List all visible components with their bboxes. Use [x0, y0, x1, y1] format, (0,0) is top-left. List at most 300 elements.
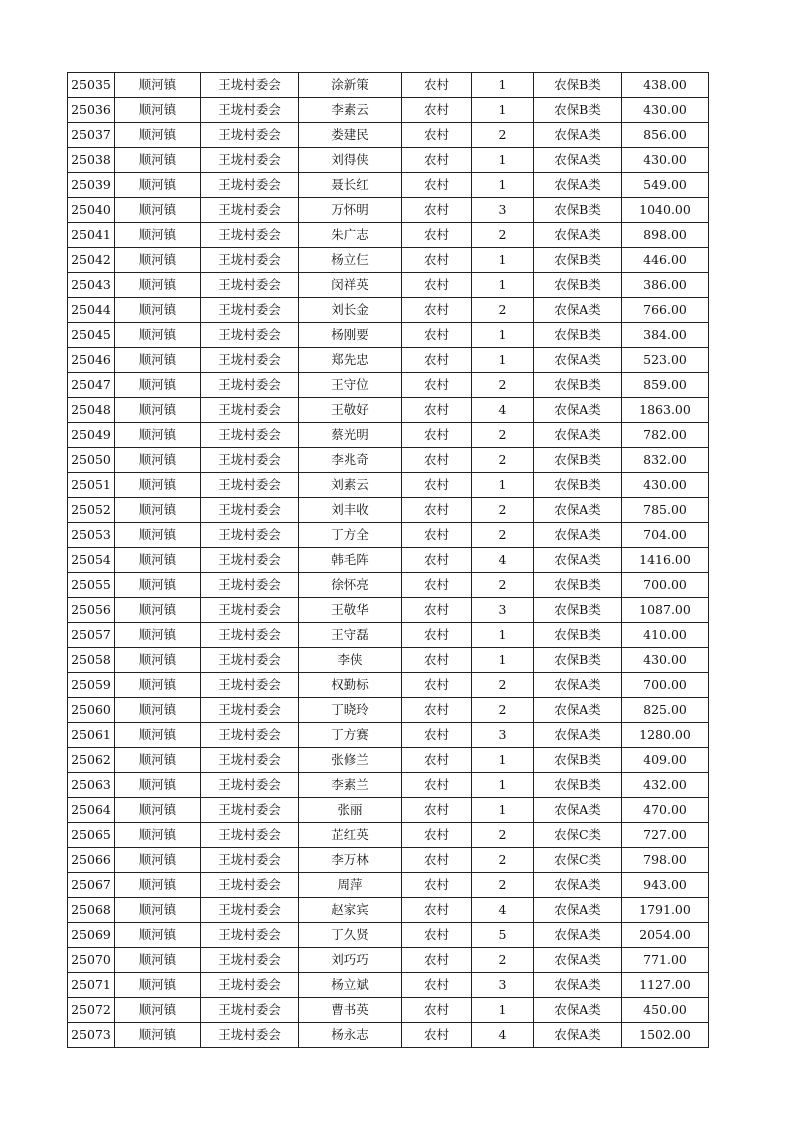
- cell-village: 王垅村委会: [201, 598, 299, 623]
- cell-area: 农村: [402, 73, 472, 98]
- table-row: [68, 498, 709, 523]
- cell-village: 王垅村委会: [201, 348, 299, 373]
- cell-category: 农保A类: [534, 798, 622, 823]
- cell-category: 农保A类: [534, 998, 622, 1023]
- cell-area: 农村: [402, 1023, 472, 1048]
- cell-name: 娄建民: [299, 123, 402, 148]
- cell-village: 王垅村委会: [201, 223, 299, 248]
- table-row: [68, 448, 709, 473]
- cell-town: 顺河镇: [115, 98, 201, 123]
- cell-count: 4: [472, 898, 534, 923]
- cell-id: 25036: [68, 98, 115, 123]
- cell-id: 25049: [68, 423, 115, 448]
- cell-area: 农村: [402, 573, 472, 598]
- cell-count: 5: [472, 923, 534, 948]
- cell-name: 刘长金: [299, 298, 402, 323]
- cell-category: 农保A类: [534, 148, 622, 173]
- cell-count: 1: [472, 998, 534, 1023]
- cell-category: 农保A类: [534, 898, 622, 923]
- cell-name: 杨立仨: [299, 248, 402, 273]
- cell-id: 25070: [68, 948, 115, 973]
- cell-town: 顺河镇: [115, 773, 201, 798]
- table-row: [68, 548, 709, 573]
- cell-name: 闵祥英: [299, 273, 402, 298]
- table-row: [68, 473, 709, 498]
- cell-area: 农村: [402, 623, 472, 648]
- cell-town: 顺河镇: [115, 423, 201, 448]
- table-row: [68, 323, 709, 348]
- cell-category: 农保A类: [534, 223, 622, 248]
- cell-amount: 409.00: [622, 748, 709, 773]
- cell-village: 王垅村委会: [201, 523, 299, 548]
- cell-count: 2: [472, 948, 534, 973]
- cell-name: 权勤标: [299, 673, 402, 698]
- cell-name: 韩毛阵: [299, 548, 402, 573]
- table-row: [68, 998, 709, 1023]
- cell-category: 农保A类: [534, 873, 622, 898]
- cell-name: 王守位: [299, 373, 402, 398]
- cell-town: 顺河镇: [115, 498, 201, 523]
- cell-count: 2: [472, 448, 534, 473]
- cell-category: 农保B类: [534, 448, 622, 473]
- cell-amount: 704.00: [622, 523, 709, 548]
- cell-village: 王垅村委会: [201, 698, 299, 723]
- table-row: [68, 523, 709, 548]
- cell-village: 王垅村委会: [201, 998, 299, 1023]
- table-row: [68, 848, 709, 873]
- cell-village: 王垅村委会: [201, 898, 299, 923]
- cell-village: 王垅村委会: [201, 1023, 299, 1048]
- cell-amount: 825.00: [622, 698, 709, 723]
- cell-town: 顺河镇: [115, 598, 201, 623]
- cell-village: 王垅村委会: [201, 473, 299, 498]
- cell-area: 农村: [402, 198, 472, 223]
- cell-id: 25062: [68, 748, 115, 773]
- cell-id: 25047: [68, 373, 115, 398]
- table-row: [68, 948, 709, 973]
- cell-name: 周萍: [299, 873, 402, 898]
- cell-area: 农村: [402, 98, 472, 123]
- cell-count: 1: [472, 248, 534, 273]
- cell-count: 1: [472, 773, 534, 798]
- table-row: [68, 198, 709, 223]
- cell-village: 王垅村委会: [201, 273, 299, 298]
- table-row: [68, 723, 709, 748]
- cell-category: 农保A类: [534, 973, 622, 998]
- cell-village: 王垅村委会: [201, 548, 299, 573]
- table-row: [68, 373, 709, 398]
- cell-amount: 785.00: [622, 498, 709, 523]
- cell-town: 顺河镇: [115, 473, 201, 498]
- cell-amount: 430.00: [622, 473, 709, 498]
- cell-amount: 856.00: [622, 123, 709, 148]
- cell-name: 刘得侠: [299, 148, 402, 173]
- cell-amount: 700.00: [622, 673, 709, 698]
- cell-town: 顺河镇: [115, 123, 201, 148]
- cell-town: 顺河镇: [115, 273, 201, 298]
- cell-count: 3: [472, 723, 534, 748]
- cell-town: 顺河镇: [115, 198, 201, 223]
- cell-name: 王敬华: [299, 598, 402, 623]
- cell-name: 刘巧巧: [299, 948, 402, 973]
- table-row: [68, 148, 709, 173]
- cell-amount: 898.00: [622, 223, 709, 248]
- table-row: [68, 73, 709, 98]
- cell-town: 顺河镇: [115, 823, 201, 848]
- cell-category: 农保B类: [534, 473, 622, 498]
- cell-amount: 430.00: [622, 98, 709, 123]
- cell-town: 顺河镇: [115, 623, 201, 648]
- cell-area: 农村: [402, 848, 472, 873]
- cell-village: 王垅村委会: [201, 573, 299, 598]
- table-row: [68, 223, 709, 248]
- table-row: [68, 348, 709, 373]
- cell-area: 农村: [402, 373, 472, 398]
- table-row: [68, 398, 709, 423]
- cell-town: 顺河镇: [115, 348, 201, 373]
- cell-count: 1: [472, 473, 534, 498]
- cell-id: 25067: [68, 873, 115, 898]
- table-body: [68, 73, 709, 1048]
- cell-area: 农村: [402, 823, 472, 848]
- cell-area: 农村: [402, 948, 472, 973]
- table-row: [68, 248, 709, 273]
- cell-amount: 771.00: [622, 948, 709, 973]
- cell-village: 王垅村委会: [201, 148, 299, 173]
- cell-village: 王垅村委会: [201, 673, 299, 698]
- cell-area: 农村: [402, 698, 472, 723]
- table-row: [68, 598, 709, 623]
- cell-name: 曹书英: [299, 998, 402, 1023]
- beneficiary-table: [67, 72, 709, 1048]
- cell-area: 农村: [402, 398, 472, 423]
- cell-town: 顺河镇: [115, 148, 201, 173]
- cell-count: 2: [472, 573, 534, 598]
- cell-category: 农保A类: [534, 123, 622, 148]
- cell-area: 农村: [402, 248, 472, 273]
- cell-town: 顺河镇: [115, 248, 201, 273]
- cell-name: 李万林: [299, 848, 402, 873]
- cell-area: 农村: [402, 173, 472, 198]
- table-row: [68, 1023, 709, 1048]
- cell-name: 李侠: [299, 648, 402, 673]
- cell-category: 农保B类: [534, 323, 622, 348]
- cell-category: 农保C类: [534, 823, 622, 848]
- cell-village: 王垅村委会: [201, 398, 299, 423]
- cell-town: 顺河镇: [115, 373, 201, 398]
- table-row: [68, 823, 709, 848]
- cell-town: 顺河镇: [115, 73, 201, 98]
- cell-area: 农村: [402, 498, 472, 523]
- cell-amount: 859.00: [622, 373, 709, 398]
- cell-category: 农保A类: [534, 523, 622, 548]
- cell-name: 张修兰: [299, 748, 402, 773]
- cell-count: 3: [472, 198, 534, 223]
- cell-town: 顺河镇: [115, 548, 201, 573]
- cell-id: 25064: [68, 798, 115, 823]
- cell-category: 农保A类: [534, 348, 622, 373]
- cell-name: 杨立斌: [299, 973, 402, 998]
- cell-village: 王垅村委会: [201, 248, 299, 273]
- cell-category: 农保B类: [534, 648, 622, 673]
- cell-category: 农保A类: [534, 948, 622, 973]
- cell-name: 王守磊: [299, 623, 402, 648]
- cell-area: 农村: [402, 448, 472, 473]
- cell-name: 聂长红: [299, 173, 402, 198]
- cell-name: 刘丰收: [299, 498, 402, 523]
- cell-name: 杨刚要: [299, 323, 402, 348]
- table-row: [68, 173, 709, 198]
- cell-amount: 410.00: [622, 623, 709, 648]
- cell-area: 农村: [402, 323, 472, 348]
- cell-category: 农保A类: [534, 698, 622, 723]
- cell-count: 2: [472, 373, 534, 398]
- cell-village: 王垅村委会: [201, 723, 299, 748]
- cell-category: 农保A类: [534, 673, 622, 698]
- cell-id: 25037: [68, 123, 115, 148]
- cell-amount: 2054.00: [622, 923, 709, 948]
- cell-id: 25053: [68, 523, 115, 548]
- cell-town: 顺河镇: [115, 173, 201, 198]
- table-row: [68, 873, 709, 898]
- cell-area: 农村: [402, 123, 472, 148]
- cell-category: 农保B类: [534, 748, 622, 773]
- cell-town: 顺河镇: [115, 998, 201, 1023]
- cell-amount: 943.00: [622, 873, 709, 898]
- cell-village: 王垅村委会: [201, 173, 299, 198]
- cell-name: 郑先忠: [299, 348, 402, 373]
- cell-id: 25038: [68, 148, 115, 173]
- cell-count: 2: [472, 698, 534, 723]
- cell-name: 王敬好: [299, 398, 402, 423]
- cell-amount: 700.00: [622, 573, 709, 598]
- cell-area: 农村: [402, 423, 472, 448]
- cell-count: 1: [472, 348, 534, 373]
- cell-name: 涂新策: [299, 73, 402, 98]
- cell-town: 顺河镇: [115, 723, 201, 748]
- cell-count: 2: [472, 823, 534, 848]
- cell-count: 1: [472, 148, 534, 173]
- cell-area: 农村: [402, 673, 472, 698]
- cell-name: 芷红英: [299, 823, 402, 848]
- cell-category: 农保B类: [534, 273, 622, 298]
- cell-count: 1: [472, 98, 534, 123]
- cell-area: 农村: [402, 348, 472, 373]
- table-row: [68, 673, 709, 698]
- cell-category: 农保A类: [534, 423, 622, 448]
- cell-village: 王垅村委会: [201, 198, 299, 223]
- cell-area: 农村: [402, 873, 472, 898]
- cell-id: 25048: [68, 398, 115, 423]
- cell-count: 1: [472, 273, 534, 298]
- cell-id: 25071: [68, 973, 115, 998]
- cell-village: 王垅村委会: [201, 298, 299, 323]
- cell-town: 顺河镇: [115, 448, 201, 473]
- cell-count: 3: [472, 973, 534, 998]
- cell-amount: 1280.00: [622, 723, 709, 748]
- cell-id: 25065: [68, 823, 115, 848]
- cell-village: 王垅村委会: [201, 498, 299, 523]
- cell-name: 丁晓玲: [299, 698, 402, 723]
- cell-category: 农保B类: [534, 773, 622, 798]
- cell-amount: 430.00: [622, 648, 709, 673]
- cell-category: 农保B类: [534, 98, 622, 123]
- cell-village: 王垅村委会: [201, 623, 299, 648]
- cell-name: 徐怀亮: [299, 573, 402, 598]
- cell-village: 王垅村委会: [201, 648, 299, 673]
- table-row: [68, 773, 709, 798]
- cell-area: 农村: [402, 923, 472, 948]
- cell-count: 2: [472, 498, 534, 523]
- cell-village: 王垅村委会: [201, 448, 299, 473]
- cell-name: 赵家宾: [299, 898, 402, 923]
- cell-count: 1: [472, 623, 534, 648]
- cell-id: 25050: [68, 448, 115, 473]
- cell-amount: 470.00: [622, 798, 709, 823]
- cell-id: 25039: [68, 173, 115, 198]
- cell-town: 顺河镇: [115, 573, 201, 598]
- cell-id: 25060: [68, 698, 115, 723]
- cell-count: 1: [472, 173, 534, 198]
- cell-area: 农村: [402, 598, 472, 623]
- cell-amount: 1863.00: [622, 398, 709, 423]
- table-row: [68, 298, 709, 323]
- cell-village: 王垅村委会: [201, 823, 299, 848]
- cell-id: 25052: [68, 498, 115, 523]
- cell-id: 25040: [68, 198, 115, 223]
- cell-amount: 832.00: [622, 448, 709, 473]
- cell-area: 农村: [402, 148, 472, 173]
- cell-village: 王垅村委会: [201, 773, 299, 798]
- cell-amount: 430.00: [622, 148, 709, 173]
- cell-name: 蔡光明: [299, 423, 402, 448]
- table-row: [68, 123, 709, 148]
- cell-count: 4: [472, 1023, 534, 1048]
- cell-amount: 1416.00: [622, 548, 709, 573]
- cell-name: 丁久贤: [299, 923, 402, 948]
- cell-area: 农村: [402, 898, 472, 923]
- cell-town: 顺河镇: [115, 698, 201, 723]
- cell-name: 杨永志: [299, 1023, 402, 1048]
- cell-category: 农保A类: [534, 398, 622, 423]
- cell-category: 农保B类: [534, 598, 622, 623]
- cell-category: 农保B类: [534, 198, 622, 223]
- cell-area: 农村: [402, 973, 472, 998]
- cell-category: 农保B类: [534, 248, 622, 273]
- cell-town: 顺河镇: [115, 673, 201, 698]
- cell-amount: 798.00: [622, 848, 709, 873]
- cell-village: 王垅村委会: [201, 923, 299, 948]
- cell-name: 李素云: [299, 98, 402, 123]
- cell-area: 农村: [402, 998, 472, 1023]
- cell-amount: 1127.00: [622, 973, 709, 998]
- cell-amount: 384.00: [622, 323, 709, 348]
- cell-area: 农村: [402, 548, 472, 573]
- cell-village: 王垅村委会: [201, 373, 299, 398]
- cell-id: 25072: [68, 998, 115, 1023]
- cell-area: 农村: [402, 748, 472, 773]
- cell-id: 25058: [68, 648, 115, 673]
- cell-town: 顺河镇: [115, 323, 201, 348]
- table-row: [68, 648, 709, 673]
- cell-count: 2: [472, 848, 534, 873]
- cell-id: 25044: [68, 298, 115, 323]
- cell-id: 25059: [68, 673, 115, 698]
- cell-town: 顺河镇: [115, 648, 201, 673]
- cell-village: 王垅村委会: [201, 973, 299, 998]
- cell-town: 顺河镇: [115, 223, 201, 248]
- cell-area: 农村: [402, 798, 472, 823]
- cell-amount: 782.00: [622, 423, 709, 448]
- cell-category: 农保B类: [534, 373, 622, 398]
- cell-id: 25068: [68, 898, 115, 923]
- table-row: [68, 898, 709, 923]
- cell-count: 2: [472, 298, 534, 323]
- cell-town: 顺河镇: [115, 523, 201, 548]
- cell-area: 农村: [402, 723, 472, 748]
- cell-category: 农保A类: [534, 298, 622, 323]
- table-row: [68, 923, 709, 948]
- cell-amount: 549.00: [622, 173, 709, 198]
- cell-id: 25051: [68, 473, 115, 498]
- cell-id: 25066: [68, 848, 115, 873]
- cell-amount: 727.00: [622, 823, 709, 848]
- cell-category: 农保A类: [534, 1023, 622, 1048]
- table-row: [68, 698, 709, 723]
- cell-area: 农村: [402, 223, 472, 248]
- cell-category: 农保A类: [534, 548, 622, 573]
- cell-name: 丁方全: [299, 523, 402, 548]
- cell-id: 25057: [68, 623, 115, 648]
- cell-count: 3: [472, 598, 534, 623]
- cell-town: 顺河镇: [115, 748, 201, 773]
- cell-category: 农保B类: [534, 573, 622, 598]
- cell-count: 4: [472, 398, 534, 423]
- table-row: [68, 98, 709, 123]
- cell-town: 顺河镇: [115, 798, 201, 823]
- cell-area: 农村: [402, 298, 472, 323]
- cell-town: 顺河镇: [115, 873, 201, 898]
- cell-id: 25073: [68, 1023, 115, 1048]
- table-row: [68, 748, 709, 773]
- cell-town: 顺河镇: [115, 848, 201, 873]
- cell-count: 2: [472, 223, 534, 248]
- cell-amount: 432.00: [622, 773, 709, 798]
- cell-id: 25043: [68, 273, 115, 298]
- cell-village: 王垅村委会: [201, 423, 299, 448]
- cell-area: 农村: [402, 523, 472, 548]
- cell-id: 25041: [68, 223, 115, 248]
- cell-id: 25046: [68, 348, 115, 373]
- cell-area: 农村: [402, 273, 472, 298]
- cell-amount: 386.00: [622, 273, 709, 298]
- cell-town: 顺河镇: [115, 898, 201, 923]
- cell-area: 农村: [402, 648, 472, 673]
- cell-id: 25045: [68, 323, 115, 348]
- cell-category: 农保B类: [534, 73, 622, 98]
- cell-count: 1: [472, 648, 534, 673]
- cell-id: 25061: [68, 723, 115, 748]
- cell-name: 李素兰: [299, 773, 402, 798]
- cell-area: 农村: [402, 473, 472, 498]
- cell-name: 丁方赛: [299, 723, 402, 748]
- cell-count: 1: [472, 798, 534, 823]
- cell-amount: 438.00: [622, 73, 709, 98]
- cell-amount: 1502.00: [622, 1023, 709, 1048]
- cell-count: 2: [472, 523, 534, 548]
- cell-village: 王垅村委会: [201, 123, 299, 148]
- cell-amount: 766.00: [622, 298, 709, 323]
